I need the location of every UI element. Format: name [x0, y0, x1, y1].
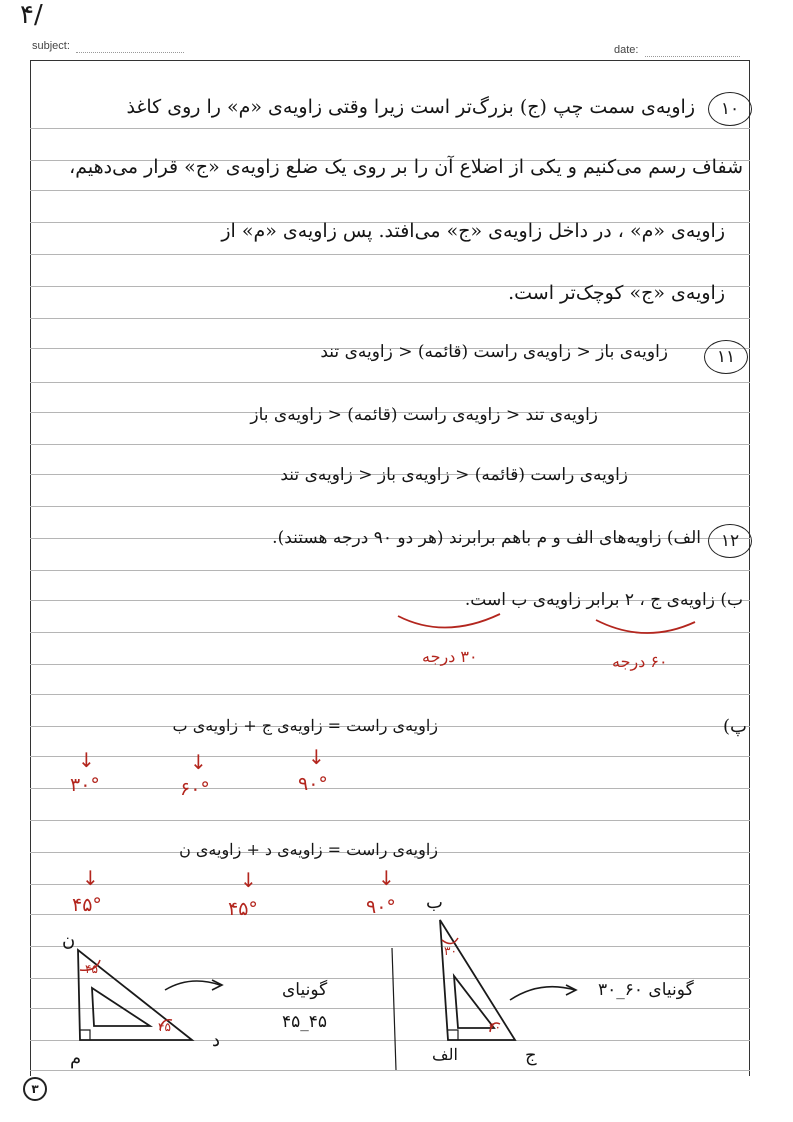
q11-line-2: زاویه‌ی تند < زاویه‌ی راست (قائمه) < زاویه‌ی باز: [250, 405, 598, 425]
equation-2: زاویه‌ی راست = زاویه‌ی د + زاویه‌ی ن: [179, 840, 438, 859]
q10-line-4: زاویه‌ی «ج» کوچک‌تر است.: [508, 282, 725, 304]
angle-30-top: ۳۰: [444, 944, 457, 958]
subject-label: subject:: [32, 40, 70, 52]
set-square-30-60: [440, 920, 515, 1040]
eq1-value-angle-b: ۳۰°: [70, 774, 100, 796]
vertex-label-m: م: [70, 1048, 82, 1069]
page-number-mark: ۴/: [20, 0, 43, 30]
q10-line-1: زاویه‌ی سمت چپ (ج) بزرگ‌تر است زیرا وقتی زاویه‌ی «م» را روی کاغذ: [126, 96, 695, 118]
arrow-down-icon: ↓: [78, 748, 95, 772]
angle-60-right: ۶۰: [488, 1020, 501, 1034]
vertex-label-b: ب: [426, 892, 443, 913]
q10-line-3: زاویه‌ی «م» ، در داخل زاویه‌ی «ج» می‌افتد. پس زاویه‌ی «م» از: [221, 220, 725, 242]
q12-part-p-label: پ): [723, 716, 747, 737]
vertex-label-j: ج: [525, 1045, 537, 1066]
q12-part-a: الف) زاویه‌های الف و م باهم برابرند (هر دو ۹۰ درجه هستند).: [272, 528, 701, 548]
angle-45-top: ۴۵: [85, 962, 98, 976]
note-30-degrees: ۳۰ درجه: [422, 647, 478, 666]
eq1-value-angle-j: ۶۰°: [180, 778, 210, 800]
caption-set-square-30-60: گونیای ۶۰_۳۰: [598, 980, 694, 1000]
q12-part-b: ب) زاویه‌ی ج ، ۲ برابر زاویه‌ی ب است.: [464, 590, 743, 610]
equation-1: زاویه‌ی راست = زاویه‌ی ج + زاویه‌ی ب: [172, 716, 438, 735]
question-10-number: ۱۰: [708, 92, 752, 126]
eq2-value-right-angle: ۹۰°: [366, 896, 396, 918]
caption-set-square-45: گونیای: [282, 980, 328, 1000]
vertex-label-d: د: [212, 1030, 221, 1051]
arrow-down-icon: ↓: [308, 745, 325, 769]
publisher-logo: ۳: [23, 1077, 47, 1101]
vertex-label-n: ن: [62, 930, 76, 951]
arrow-down-icon: ↓: [190, 750, 207, 774]
eq2-value-angle-n: ۴۵°: [72, 894, 102, 916]
caption-45-45: ۴۵_۴۵: [282, 1012, 328, 1032]
eq2-value-angle-d: ۴۵°: [228, 898, 258, 920]
q11-line-3: زاویه‌ی راست (قائمه) < زاویه‌ی باز < زاویه‌ی تند: [280, 465, 628, 485]
q11-line-1: زاویه‌ی باز < زاویه‌ی راست (قائمه) < زاویه‌ی تند: [320, 342, 668, 362]
arrow-down-icon: ↓: [82, 866, 99, 890]
date-label: date:: [614, 44, 639, 56]
q10-line-2: شفاف رسم می‌کنیم و یکی از اضلاع آن را بر روی یک ضلع زاویه‌ی «ج» قرار می‌دهیم،: [69, 156, 743, 178]
arrow-down-icon: ↓: [378, 866, 395, 890]
question-11-number: ۱۱: [704, 340, 748, 374]
question-12-number: ۱۲: [708, 524, 752, 558]
vertex-label-alef: الف: [432, 1045, 458, 1064]
note-60-degrees: ۶۰ درجه: [612, 652, 668, 671]
angle-45-right: ۴۵: [158, 1020, 171, 1034]
arrow-down-icon: ↓: [240, 868, 257, 892]
eq1-value-right-angle: ۹۰°: [298, 773, 328, 795]
